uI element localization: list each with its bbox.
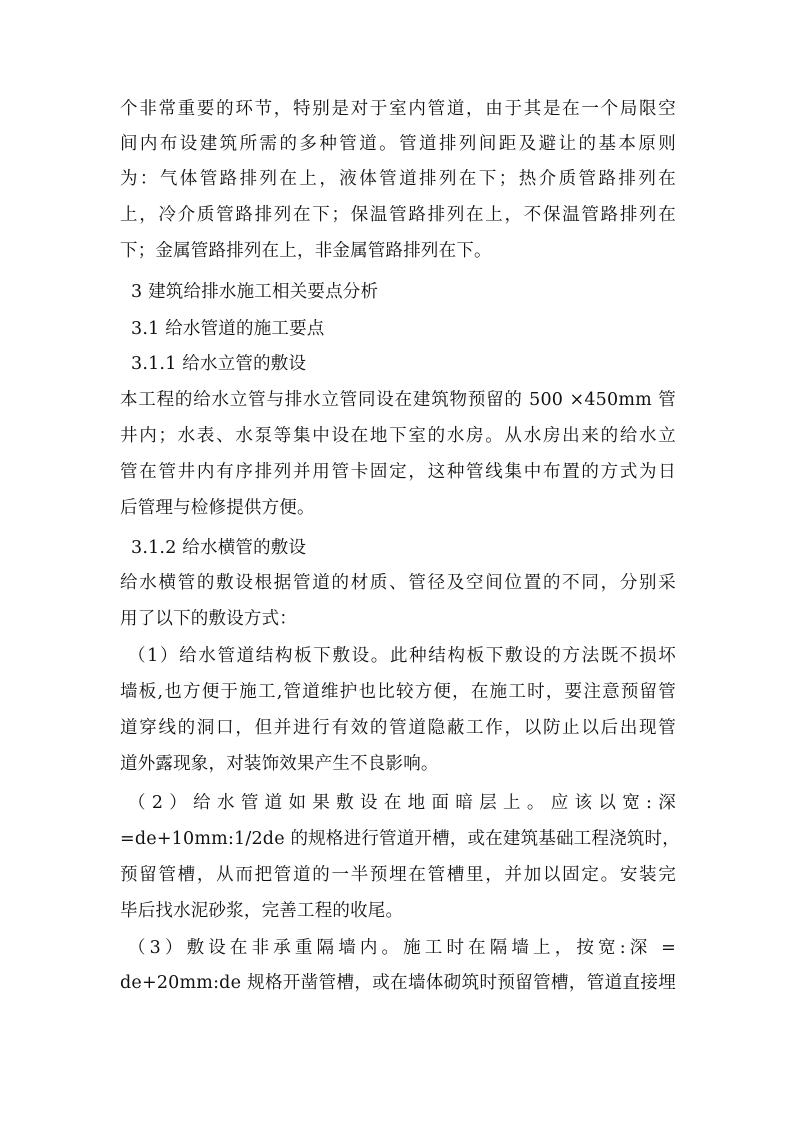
paragraph-line: 上，冷介质管路排列在下；保温管路排列在上，不保温管路排列在 [120,205,676,225]
paragraph-line: 后管理与检修提供方便。 [120,498,315,518]
list-item-line: （1）给水管道结构板下敷设。此种结构板下敷设的方法既不损坏 [128,646,676,666]
subsubsection-heading: 3.1.1 给水立管的敷设 [131,354,307,374]
paragraph-line: 井内；水表、水泵等集中设在地下室的水房。从水房出来的给水立 [120,426,676,446]
subsection-heading: 3.1 给水管道的施工要点 [131,319,325,339]
paragraph-line: 本工程的给水立管与排水立管同设在建筑物预留的 500 ×450mm 管 [120,390,676,410]
paragraph-line: 管在管井内有序排列并用管卡固定，这种管线集中布置的方式为日 [120,462,676,482]
paragraph-line: 墙板,也方便于施工,管道维护也比较方便，在施工时，要注意预留管 [120,682,676,702]
subsubsection-heading: 3.1.2 给水横管的敷设 [131,538,307,558]
list-item-line: （2）给水管道如果敷设在地面暗层上。应该以宽:深 [128,793,676,813]
paragraph-line: 道外露现象，对装饰效果产生不良影响。 [120,754,439,774]
paragraph-line: 道穿线的洞口，但并进行有效的管道隐蔽工作，以防止以后出现管 [120,718,676,738]
list-item-line: （3）敷设在非承重隔墙内。施工时在隔墙上，按宽:深 = [128,938,676,958]
paragraph-line: 预留管槽，从而把管道的一半预埋在管槽里，并加以固定。安装完 [120,865,676,885]
paragraph-line: 个非常重要的环节，特别是对于室内管道，由于其是在一个局限空 [120,99,676,119]
paragraph-line: 用了以下的敷设方式： [120,609,297,629]
paragraph-line: 下；金属管路排列在上，非金属管路排列在下。 [120,241,492,261]
paragraph-line: de+20mm:de 规格开凿管槽，或在墙体砌筑时预留管槽，管道直接埋 [120,973,676,993]
paragraph-line: 为：气体管路排列在上，液体管道排列在下；热介质管路排列在 [120,169,676,189]
paragraph-line: 毕后找水泥砂浆，完善工程的收尾。 [120,901,404,921]
paragraph-line: 间内布设建筑所需的多种管道。管道排列间距及避让的基本原则 [120,134,676,154]
paragraph-line: =de+10mm:1/2de 的规格进行管道开槽，或在建筑基础工程浇筑时， [120,829,680,849]
section-heading: 3 建筑给排水施工相关要点分析 [131,282,379,302]
paragraph-line: 给水横管的敷设根据管道的材质、管径及空间位置的不同，分别采 [120,573,676,593]
